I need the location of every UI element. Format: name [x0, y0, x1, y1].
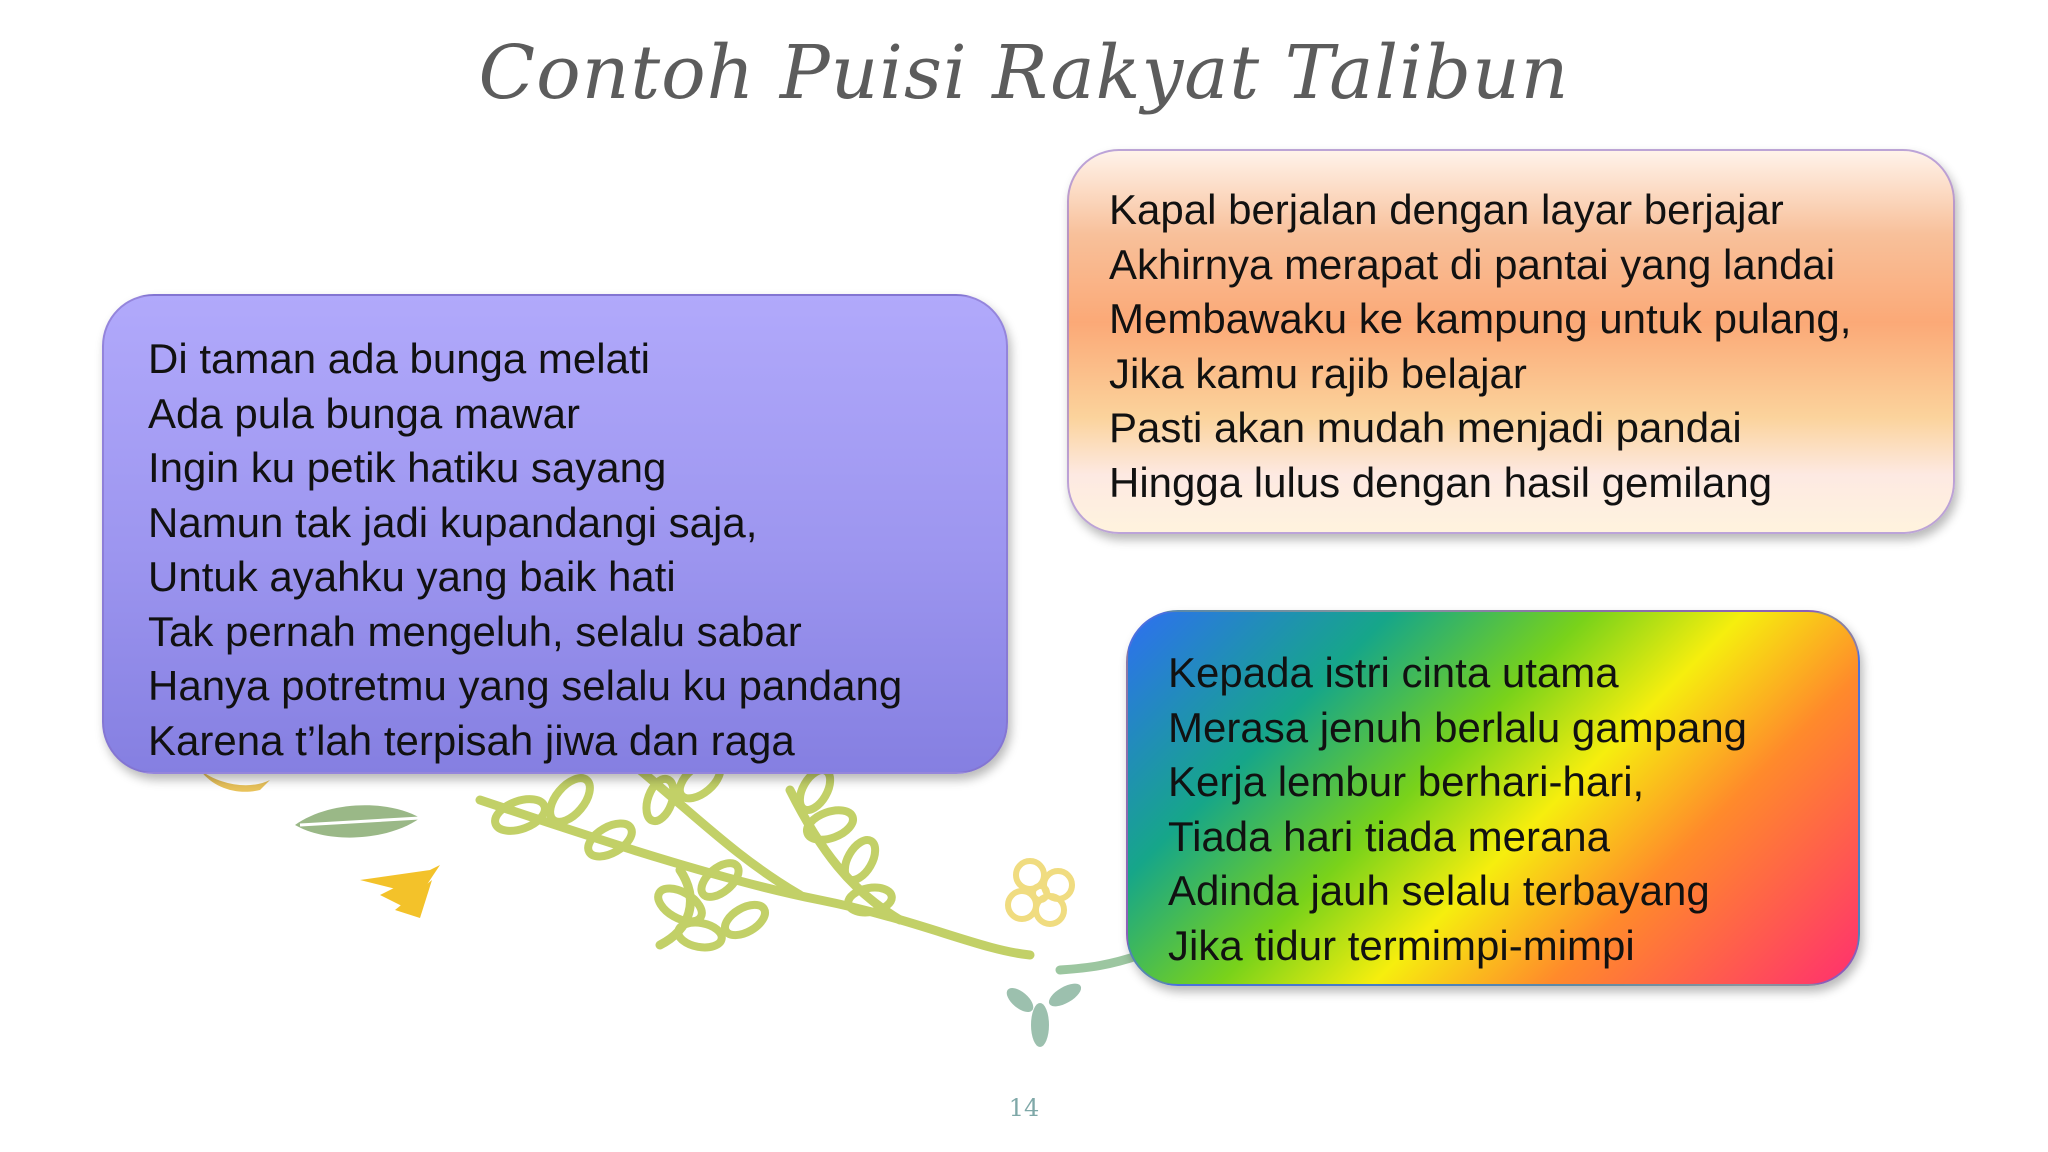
poem-line: Hingga lulus dengan hasil gemilang — [1109, 458, 1773, 506]
poem-line: Namun tak jadi kupandangi saja, — [148, 498, 758, 546]
page-number: 14 — [1008, 1094, 1040, 1122]
poem-line: Akhirnya merapat di pantai yang landai — [1109, 240, 1836, 288]
sprout-icon — [1003, 979, 1085, 1047]
flower-icon — [200, 770, 440, 918]
poem-line: Pasti akan mudah menjadi pandai — [1109, 404, 1742, 451]
poem-line: Kerja lembur berhari-hari, — [1168, 758, 1645, 805]
poem-box-left — [102, 294, 1008, 774]
poem-line: Adinda jauh selalu terbayang — [1168, 867, 1710, 914]
poem-box-top-right — [1067, 149, 1955, 534]
poem-lines-left — [148, 332, 1006, 768]
poem-line: Merasa jenuh berlalu gampang — [1168, 703, 1748, 751]
poem-line: Hanya potretmu yang selalu ku pandang — [148, 662, 903, 709]
slide-title: Contoh Puisi Rakyat Talibun — [478, 30, 1570, 116]
poem-line: Kapal berjalan dengan layar berjajar — [1109, 186, 1784, 233]
poem-line: Jika tidur termimpi-mimpi — [1168, 921, 1635, 969]
poem-line: Untuk ayahku yang baik hati — [148, 553, 676, 600]
poem-lines-bottom-right — [1168, 646, 1858, 973]
poem-line: Kepada istri cinta utama — [1168, 649, 1619, 696]
poem-line: Tak pernah mengeluh, selalu sabar — [148, 607, 802, 655]
poem-box-bottom-right — [1126, 610, 1860, 986]
poem-line: Di taman ada bunga melati — [148, 335, 650, 382]
poem-lines-top-right — [1109, 183, 1953, 510]
poem-line: Ada pula bunga mawar — [148, 389, 580, 437]
poem-line: Jika kamu rajib belajar — [1109, 349, 1527, 397]
flower-icon — [1008, 861, 1072, 924]
poem-line: Tiada hari tiada merana — [1168, 812, 1611, 860]
poem-line: Ingin ku petik hatiku sayang — [148, 444, 667, 491]
leaf-icon — [295, 805, 420, 837]
poem-line: Karena t’lah terpisah jiwa dan raga — [148, 716, 795, 764]
poem-line: Membawaku ke kampung untuk pulang, — [1109, 295, 1852, 342]
